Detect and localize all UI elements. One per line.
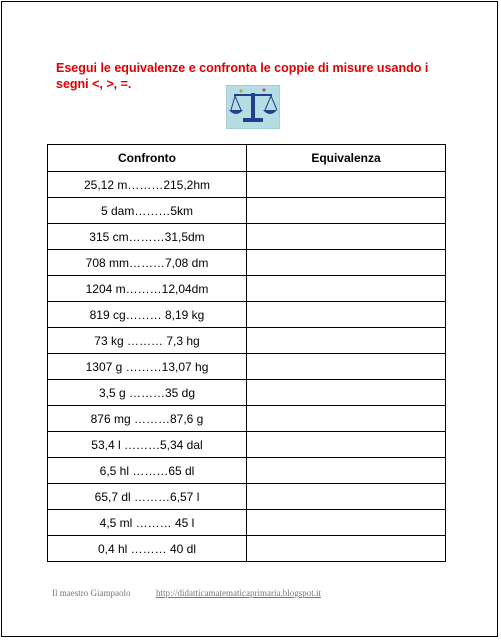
confronto-cell: 1204 m………12,04dm [48,276,247,302]
confronto-cell: 5 dam………5km [48,198,247,224]
equivalenza-cell[interactable] [247,536,446,562]
table-row [48,406,446,432]
equivalenza-cell[interactable] [247,354,446,380]
equivalenza-cell[interactable] [247,224,446,250]
equivalenza-cell[interactable] [247,510,446,536]
measures-table [47,144,446,562]
confronto-cell: 708 mm………7,08 dm [48,250,247,276]
table-row [48,198,446,224]
confronto-cell: 3,5 g ………35 dg [48,380,247,406]
equivalenza-cell[interactable] [247,406,446,432]
table-row [48,484,446,510]
table-row [48,432,446,458]
table-row [48,380,446,406]
balance-scale-icon [226,85,280,129]
equivalenza-cell[interactable] [247,484,446,510]
table-row [48,354,446,380]
table-row [48,328,446,354]
confronto-cell: 6,5 hl ………65 dl [48,458,247,484]
equivalenza-cell[interactable] [247,432,446,458]
table-row [48,276,446,302]
equivalenza-cell[interactable] [247,458,446,484]
equivalenza-cell[interactable] [247,302,446,328]
table-row [48,536,446,562]
table-row [48,510,446,536]
confronto-cell: 1307 g ………13,07 hg [48,354,247,380]
confronto-cell: 25,12 m………215,2hm [48,172,247,198]
table-row [48,224,446,250]
table-header-row [48,145,446,172]
confronto-cell: 65,7 dl ………6,57 l [48,484,247,510]
equivalenza-cell[interactable] [247,198,446,224]
footer-link[interactable]: http://didatticamatematicaprimaria.blogspot.it [156,588,321,598]
confronto-cell: 315 cm………31,5dm [48,224,247,250]
confronto-cell: 4,5 ml ……… 45 l [48,510,247,536]
instructions-text: Esegui le equivalenze e confronta le coppie di misure usando i segni <, >, =. [56,61,429,91]
table-row [48,458,446,484]
equivalenza-cell[interactable] [247,250,446,276]
table-row [48,250,446,276]
confronto-cell: 0,4 hl ……… 40 dl [48,536,247,562]
header-equivalenza: Equivalenza [247,145,446,172]
header-confronto: Confronto [48,145,247,172]
confronto-cell: 53,4 l ………5,34 dal [48,432,247,458]
equivalenza-cell[interactable] [247,276,446,302]
footer-author: Il maestro Giampaolo [52,588,131,598]
table-row [48,172,446,198]
confronto-cell: 819 cg……… 8,19 kg [48,302,247,328]
confronto-cell: 73 kg ……… 7,3 hg [48,328,247,354]
confronto-cell: 876 mg ………87,6 g [48,406,247,432]
equivalenza-cell[interactable] [247,328,446,354]
equivalenza-cell[interactable] [247,380,446,406]
table-row [48,302,446,328]
equivalenza-cell[interactable] [247,172,446,198]
